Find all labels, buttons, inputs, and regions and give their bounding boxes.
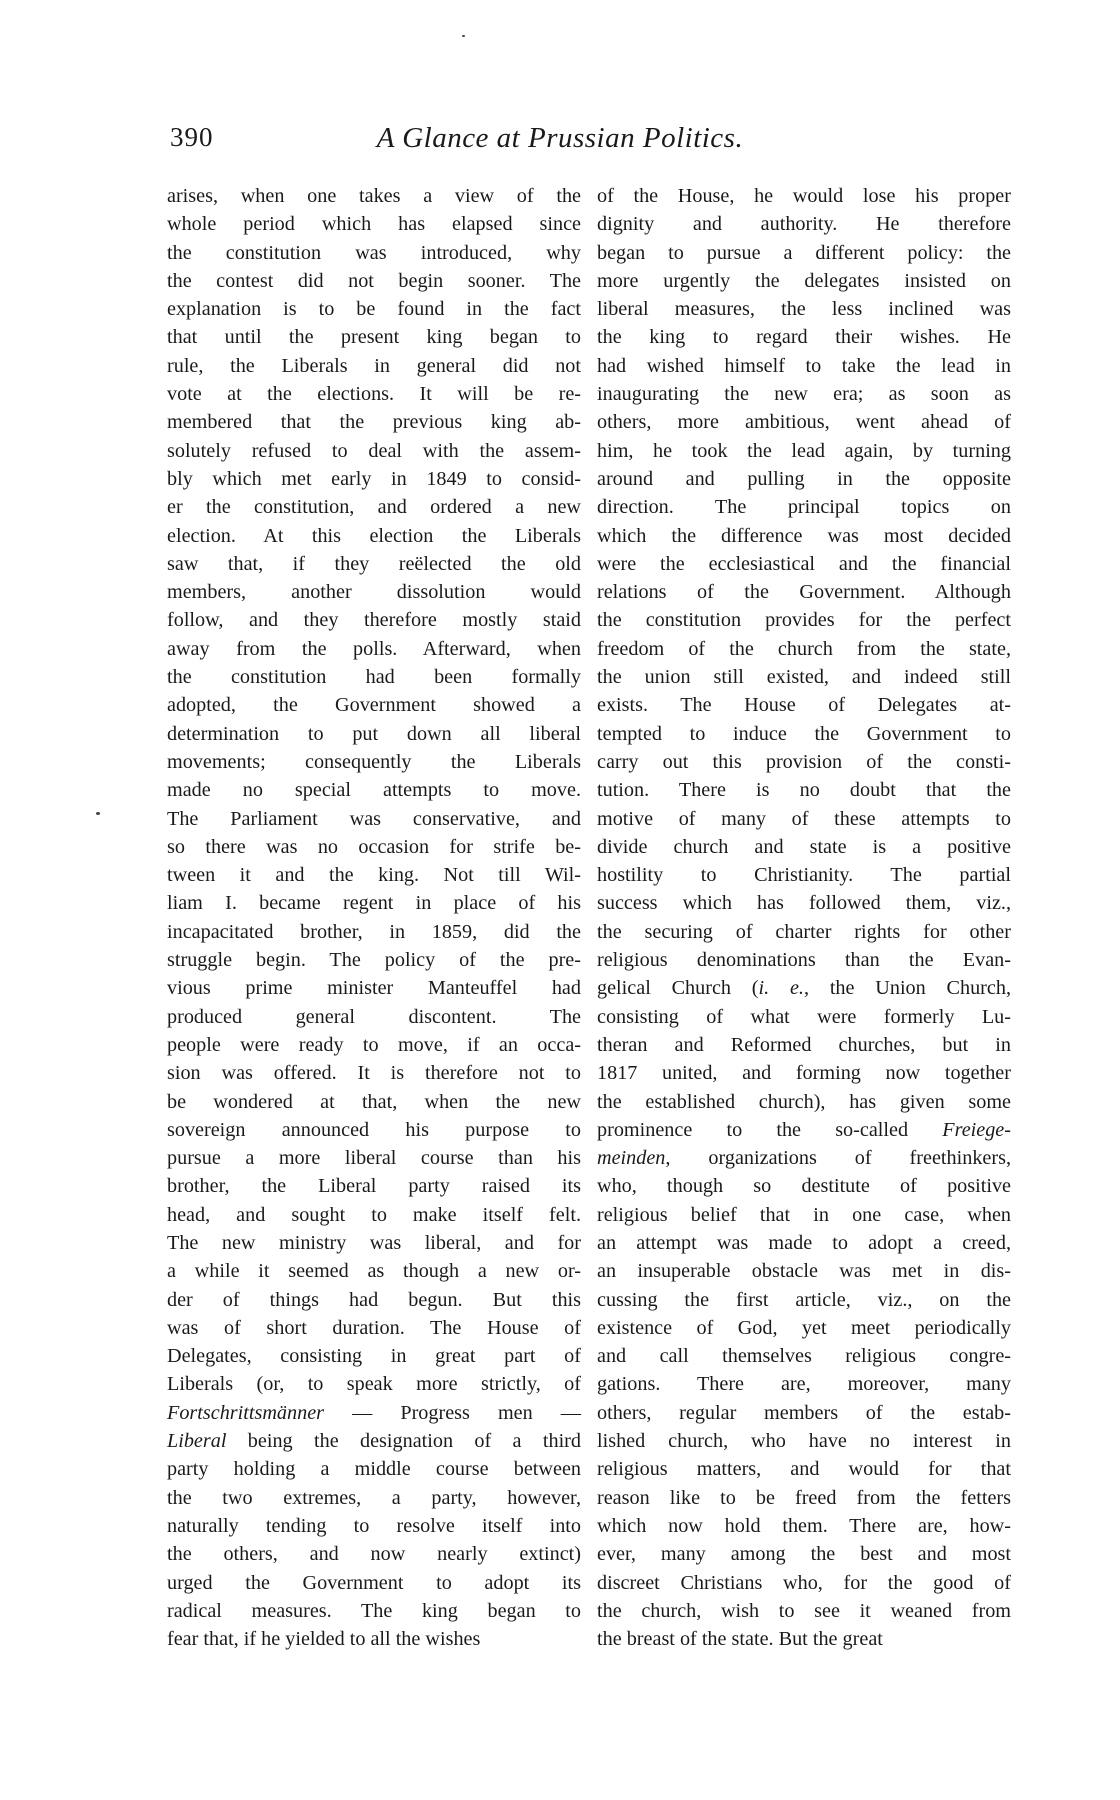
text-line: began to pursue a different policy: the: [597, 241, 1011, 264]
text-line: religious denominations than the Evan-: [597, 949, 1011, 972]
text-line: existence of God, yet meet periodically: [597, 1316, 1011, 1339]
text-line: reason like to be freed from the fetters: [597, 1486, 1011, 1509]
text-line: the two extremes, a party, however,: [167, 1486, 581, 1509]
text-line: were the ecclesiastical and the financial: [597, 552, 1011, 575]
text-line: whole period which has elapsed since: [167, 213, 581, 236]
text-line: members, another dissolution would: [167, 581, 581, 604]
text-line: Delegates, consisting in great part of: [167, 1345, 581, 1368]
text-line: the breast of the state. But the great: [597, 1628, 883, 1651]
text-line: a while it seemed as though a new or-: [167, 1260, 581, 1283]
text-line: motive of many of these attempts to: [597, 807, 1011, 830]
text-line: adopted, the Government showed a: [167, 694, 581, 717]
text-line: which the difference was most decided: [597, 524, 1011, 547]
text-line: movements; consequently the Liberals: [167, 750, 581, 773]
text-line: of the House, he would lose his proper: [597, 185, 1011, 207]
text-line: be wondered at that, when the new: [167, 1090, 581, 1113]
text-line: The Parliament was conservative, and: [167, 807, 581, 830]
text-line: 1817 united, and forming now together: [597, 1062, 1011, 1085]
text-line: incapacitated brother, in 1859, did the: [167, 920, 581, 943]
text-line: meinden, organizations of freethinkers,: [597, 1147, 1011, 1170]
text-line: others, regular members of the estab-: [597, 1401, 1011, 1424]
text-line: carry out this provision of the consti-: [597, 750, 1011, 773]
text-line: dignity and authority. He therefore: [597, 213, 1011, 236]
text-line: pursue a more liberal course than his: [167, 1147, 581, 1170]
page-number: 390: [170, 122, 214, 152]
text-line: hostility to Christianity. The partial: [597, 864, 1011, 887]
right-text-column: [597, 182, 1011, 1653]
text-line: the king to regard their wishes. He: [597, 326, 1011, 349]
text-line: relations of the Government. Although: [597, 581, 1011, 604]
text-line: rule, the Liberals in general did not: [167, 354, 581, 377]
text-line: had wished himself to take the lead in: [597, 354, 1011, 377]
text-line: away from the polls. Afterward, when: [167, 637, 581, 660]
text-line: brother, the Liberal party raised its: [167, 1175, 581, 1198]
text-line: people were ready to move, if an occa-: [167, 1033, 581, 1056]
text-line: the securing of charter rights for other: [597, 920, 1011, 943]
text-line: theran and Reformed churches, but in: [597, 1033, 1011, 1056]
text-line: discreet Christians who, for the good of: [597, 1571, 1011, 1594]
text-line: the constitution provides for the perfect: [597, 609, 1011, 632]
text-line: sovereign announced his purpose to: [167, 1118, 581, 1141]
text-line: vious prime minister Manteuffel had: [167, 977, 581, 1000]
text-line: and call themselves religious congre-: [597, 1345, 1011, 1368]
margin-speck: [462, 35, 465, 37]
text-line: an attempt was made to adopt a creed,: [597, 1231, 1011, 1254]
text-line: an insuperable obstacle was met in dis-: [597, 1260, 1011, 1283]
text-line: the others, and now nearly extinct): [167, 1543, 581, 1566]
text-line: freedom of the church from the state,: [597, 637, 1011, 660]
text-line: election. At this election the Liberals: [167, 524, 581, 547]
text-line: naturally tending to resolve itself into: [167, 1514, 581, 1537]
text-line: more urgently the delegates insisted on: [597, 269, 1011, 292]
text-line: tempted to induce the Government to: [597, 722, 1011, 745]
text-line: divide church and state is a positive: [597, 835, 1011, 858]
text-line: made no special attempts to move.: [167, 779, 581, 802]
text-line: direction. The principal topics on: [597, 496, 1011, 519]
text-line: radical measures. The king began to: [167, 1599, 581, 1622]
text-line: around and pulling in the opposite: [597, 467, 1011, 490]
text-line: tution. There is no doubt that the: [597, 779, 1011, 802]
text-line: the established church), has given some: [597, 1090, 1011, 1113]
text-line: success which has followed them, viz.,: [597, 892, 1011, 915]
text-line: the church, wish to see it weaned from: [597, 1599, 1011, 1622]
text-line: tween it and the king. Not till Wil-: [167, 864, 581, 887]
text-line: membered that the previous king ab-: [167, 411, 581, 434]
text-line: exists. The House of Delegates at-: [597, 694, 1011, 717]
text-line: Liberals (or, to speak more strictly, of: [167, 1373, 581, 1396]
text-line: which now hold them. There are, how-: [597, 1514, 1011, 1537]
text-line: was of short duration. The House of: [167, 1316, 581, 1339]
left-text-column: [167, 182, 581, 1653]
text-line: inaugurating the new era; as soon as: [597, 383, 1011, 406]
text-line: so there was no occasion for strife be-: [167, 835, 581, 858]
text-line: him, he took the lead again, by turning: [597, 439, 1011, 462]
text-line: solutely refused to deal with the assem-: [167, 439, 581, 462]
text-line: determination to put down all liberal: [167, 722, 581, 745]
text-line: arises, when one takes a view of the: [167, 185, 581, 207]
text-line: Fortschrittsmänner — Progress men —: [167, 1401, 581, 1424]
text-line: The new ministry was liberal, and for: [167, 1231, 581, 1254]
text-line: Liberal being the designation of a third: [167, 1430, 581, 1453]
text-line: that until the present king began to: [167, 326, 581, 349]
text-line: struggle begin. The policy of the pre-: [167, 949, 581, 972]
page-header: [0, 122, 1120, 162]
text-line: the constitution was introduced, why: [167, 241, 581, 264]
text-line: bly which met early in 1849 to consid-: [167, 467, 581, 490]
text-line: fear that, if he yielded to all the wishes: [167, 1628, 481, 1651]
text-line: liberal measures, the less inclined was: [597, 298, 1011, 321]
text-line: religious belief that in one case, when: [597, 1203, 1011, 1226]
text-line: cussing the first article, viz., on the: [597, 1288, 1011, 1311]
margin-speck: [96, 812, 100, 815]
text-line: der of things had begun. But this: [167, 1288, 581, 1311]
text-line: who, though so destitute of positive: [597, 1175, 1011, 1198]
text-line: religious matters, and would for that: [597, 1458, 1011, 1481]
text-line: the union still existed, and indeed still: [597, 666, 1011, 689]
text-line: others, more ambitious, went ahead of: [597, 411, 1011, 434]
text-line: lished church, who have no interest in: [597, 1430, 1011, 1453]
text-line: gations. There are, moreover, many: [597, 1373, 1011, 1396]
text-line: gelical Church (i. e., the Union Church,: [597, 977, 1011, 1000]
text-line: prominence to the so-called Freiege-: [597, 1118, 1011, 1141]
text-line: liam I. became regent in place of his: [167, 892, 581, 915]
text-line: follow, and they therefore mostly staid: [167, 609, 581, 632]
text-line: saw that, if they reëlected the old: [167, 552, 581, 575]
text-line: sion was offered. It is therefore not to: [167, 1062, 581, 1085]
text-line: the constitution had been formally: [167, 666, 581, 689]
text-line: produced general discontent. The: [167, 1005, 581, 1028]
running-title: A Glance at Prussian Politics.: [376, 122, 744, 154]
text-line: urged the Government to adopt its: [167, 1571, 581, 1594]
text-line: vote at the elections. It will be re-: [167, 383, 581, 406]
text-line: er the constitution, and ordered a new: [167, 496, 581, 519]
text-line: explanation is to be found in the fact: [167, 298, 581, 321]
text-line: ever, many among the best and most: [597, 1543, 1011, 1566]
text-line: party holding a middle course between: [167, 1458, 581, 1481]
text-line: head, and sought to make itself felt.: [167, 1203, 581, 1226]
text-line: the contest did not begin sooner. The: [167, 269, 581, 292]
text-line: consisting of what were formerly Lu-: [597, 1005, 1011, 1028]
